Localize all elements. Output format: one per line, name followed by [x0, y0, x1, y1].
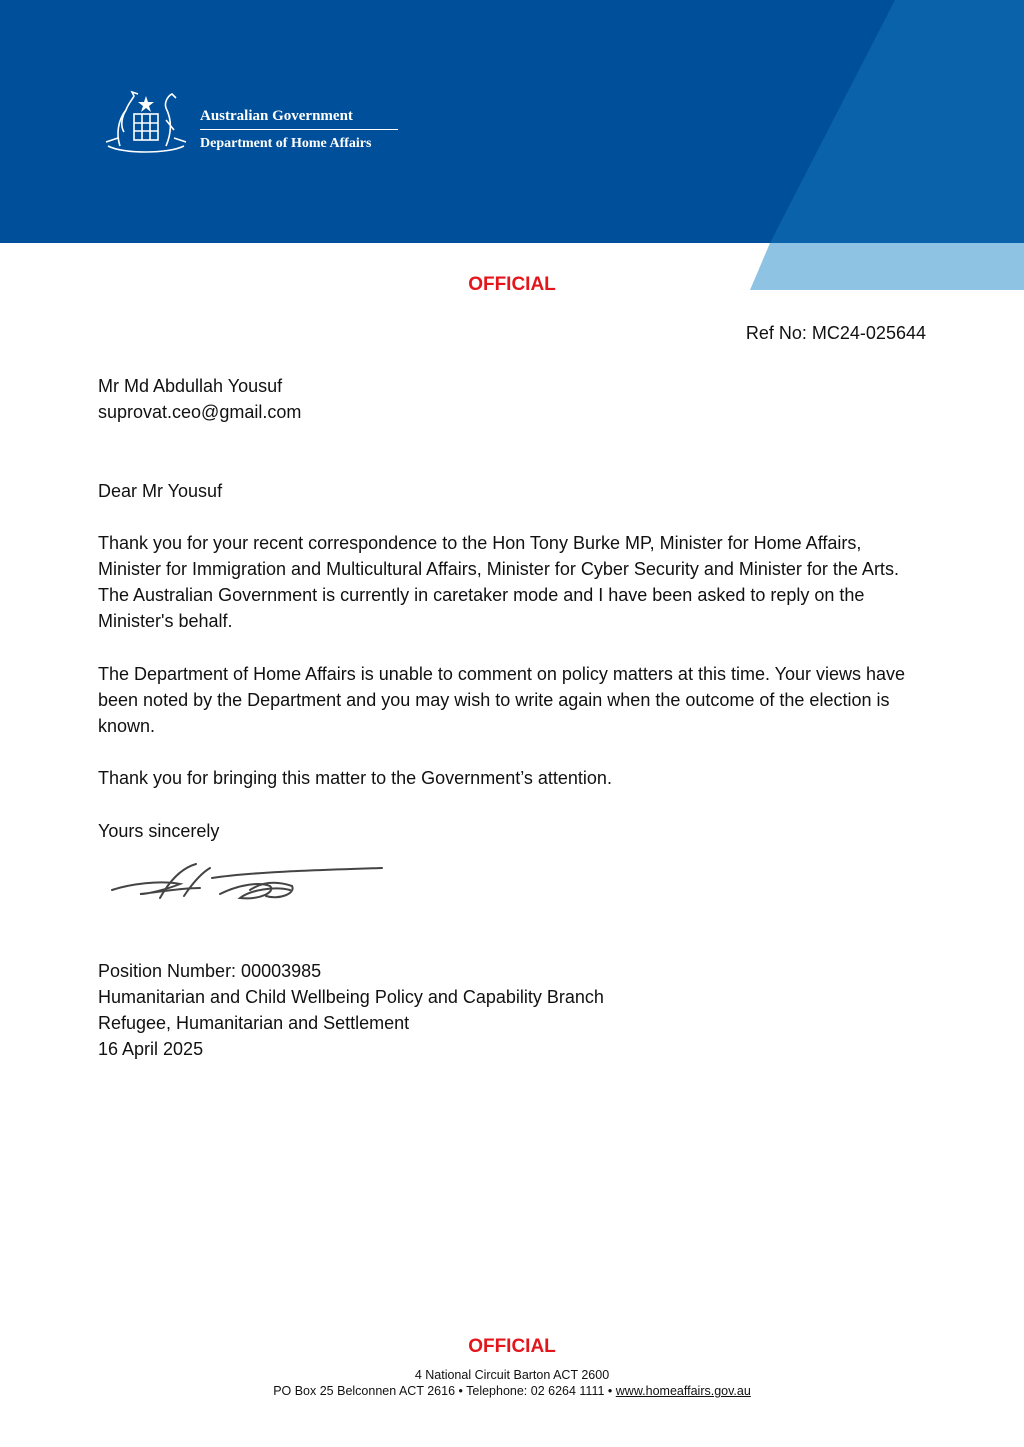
- position-number: Position Number: 00003985: [98, 961, 322, 981]
- body-paragraph-3: Thank you for bringing this matter to the Government’s attention.: [98, 768, 612, 788]
- division-name: Refugee, Humanitarian and Settlement: [98, 1013, 410, 1033]
- coat-of-arms-icon: [98, 86, 193, 158]
- classification-top: OFFICIAL: [468, 274, 556, 295]
- letter-date: 16 April 2025: [98, 1039, 204, 1059]
- website-link[interactable]: www.homeaffairs.gov.au: [615, 1384, 751, 1398]
- reference-number: Ref No: MC24-025644: [745, 323, 926, 343]
- logo-divider: [200, 129, 398, 130]
- body-paragraph-1: Thank you for your recent correspondence to the Hon Tony Burke MP, Minister for Home Affairs, Minister for Immigration and Multicultural Affairs, Minister for Cyber Security and Minister for the Arts. The Australian Government is currently in caretaker mode and I have been asked to reply on the Minister's behalf.: [98, 533, 899, 631]
- footer: [0, 1367, 1024, 1399]
- footer-contact: [0, 1383, 1024, 1399]
- footer-address: 4 National Circuit Barton ACT 2600: [414, 1368, 610, 1382]
- recipient-address: [98, 373, 928, 425]
- closing: Yours sincerely: [98, 821, 220, 841]
- recipient-email: suprovat.ceo@gmail.com: [98, 402, 302, 422]
- body-paragraph-2: The Department of Home Affairs is unable to comment on policy matters at this time. Your views have been noted by the Department and you may wish to write again when the outcome of the election is known.: [98, 664, 906, 736]
- recipient-name: Mr Md Abdullah Yousuf: [98, 376, 283, 396]
- signoff-block: [98, 958, 928, 1062]
- branch-name: Humanitarian and Child Wellbeing Policy and Capability Branch: [98, 987, 604, 1007]
- government-name: Australian Government: [200, 108, 353, 124]
- department-name: Department of Home Affairs: [200, 136, 372, 151]
- footer-postal: PO Box 25 Belconnen ACT 2616 • Telephone: 02 6264 1111 •: [273, 1384, 613, 1398]
- salutation: Dear Mr Yousuf: [98, 481, 223, 501]
- signature-icon: [100, 850, 400, 920]
- classification-bottom: OFFICIAL: [468, 1336, 556, 1357]
- government-logo: [98, 86, 408, 158]
